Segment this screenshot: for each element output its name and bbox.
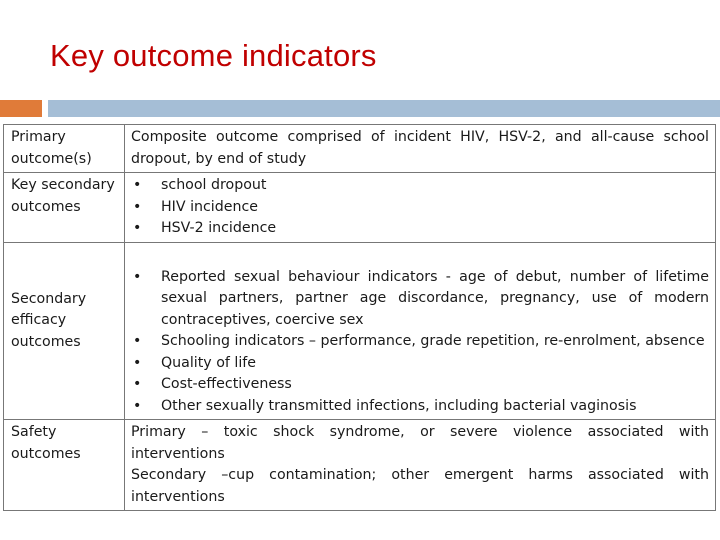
- list-item: [131, 331, 709, 353]
- list-item-text: school dropout: [161, 177, 267, 193]
- secondary-efficacy-list: [131, 267, 709, 418]
- spacer: [11, 267, 118, 289]
- list-item: [131, 175, 709, 197]
- list-item-text: Reported sexual behaviour indicators - age of debut, number of lifetime sexual partners, partner age discordance, pregnancy, use of modern contraceptives, coercive sex: [161, 268, 709, 328]
- list-item-text: Cost-effectiveness: [161, 376, 292, 392]
- bullet-icon: •: [133, 177, 142, 193]
- list-item: [131, 374, 709, 396]
- accent-bar-blue: [48, 100, 720, 117]
- list-item: [131, 197, 709, 219]
- spacer: [131, 245, 709, 267]
- bullet-icon: •: [133, 333, 142, 349]
- table-row-safety: [4, 420, 716, 511]
- safety-cell: [125, 420, 716, 511]
- bullet-icon: •: [133, 354, 142, 371]
- key-secondary-list: [131, 175, 709, 240]
- key-secondary-cell: [125, 173, 716, 243]
- safety-secondary-text: Secondary –cup contamination; other emergent harms associated with interventions: [131, 467, 709, 505]
- primary-outcome-label: Primary outcome(s): [4, 125, 125, 173]
- secondary-efficacy-label: [4, 242, 125, 420]
- list-item-text: Schooling indicators – performance, grade repetition, re-enrolment, absence: [161, 333, 705, 349]
- primary-outcome-text: Composite outcome comprised of incident HIV, HSV-2, and all-cause school dropout, by end of study: [125, 125, 716, 173]
- secondary-efficacy-label-text: Secondary efficacy outcomes: [11, 290, 87, 350]
- key-secondary-label: Key secondary outcomes: [4, 173, 125, 243]
- safety-primary-text: Primary – toxic shock syndrome, or severe violence associated with interventions: [131, 424, 709, 462]
- list-item-text: Other sexually transmitted infections, including bacterial vaginosis: [161, 397, 637, 414]
- page-title: Key outcome indicators: [50, 38, 377, 73]
- bullet-icon: •: [133, 268, 142, 285]
- safety-label: Safety outcomes: [4, 420, 125, 511]
- secondary-efficacy-cell: [125, 242, 716, 420]
- list-item-text: Quality of life: [161, 354, 256, 371]
- table-row-primary: [4, 125, 716, 173]
- outcomes-table: [3, 124, 716, 511]
- list-item-text: HIV incidence: [161, 198, 258, 215]
- table-row-secondary-efficacy: [4, 242, 716, 420]
- list-item-text: HSV-2 incidence: [161, 220, 277, 236]
- bullet-icon: •: [133, 376, 142, 392]
- spacer: [11, 245, 118, 267]
- list-item: [131, 218, 709, 240]
- bullet-icon: •: [133, 397, 142, 414]
- list-item: [131, 353, 709, 375]
- bullet-icon: •: [133, 198, 142, 215]
- list-item: [131, 267, 709, 332]
- table-row-key-secondary: [4, 173, 716, 243]
- accent-bar-orange: [0, 100, 42, 117]
- bullet-icon: •: [133, 220, 142, 236]
- list-item: [131, 396, 709, 418]
